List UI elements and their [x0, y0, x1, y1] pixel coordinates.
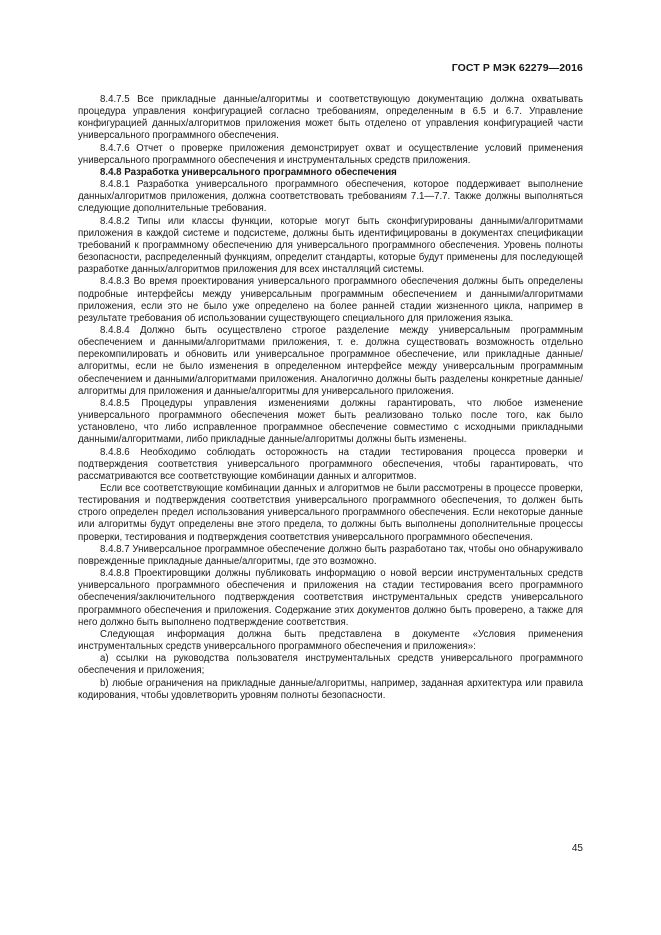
section-heading: 8.4.8 Разработка универсального программного обеспечения	[100, 166, 397, 178]
paragraph: 8.4.8.8 Проектировщики должны публиковать информацию о новой версии инструментальных средств универсального программного обеспечения и приложения на стадии тестирования всего программного обеспечения/заключительного подтверждения соответствия инструментальных средств универсального программного обеспечения и приложения. Содержание этих документов должно быть проверено, а также для него должно быть выполнено подтверждение соответствия.	[78, 568, 583, 628]
paragraph: 8.4.8.4 Должно быть осуществлено строгое разделение между универсальным программным обеспечением и данными/алгоритмами приложения, т. е. должна существовать возможность отдельно перекомпилировать и обновить или универсальное программное обеспечение, или прикладные данные/алгоритмы, если не было изменения в определенном интерфейсе между универсальным программным обеспечением и данными/алгоритмами приложения. Аналогично должны быть разделены конкретные данные/алгоритмы для приложения и данные/алгоритмы для универсального приложения.	[78, 324, 583, 397]
document-header: ГОСТ Р МЭК 62279—2016	[451, 62, 583, 74]
paragraph: Если все соответствующие комбинации данных и алгоритмов не были рассмотрены в процессе проверки, тестирования и подтверждения соответствия универсального программного обеспечения, то должен быть строго определен предел использования универсального программного обеспечения. Если некоторые данные или алгоритмы будут определены вне этого предела, то должны быть выполнены дополнительные процессы проверки, тестирования и подтверждения соответствия универсального программного обеспечения.	[78, 483, 583, 543]
paragraph: 8.4.7.5 Все прикладные данные/алгоритмы и соответствующую документацию должна охватывать процедура управления конфигурацией согласно требованиям, определенным в 6.5 и 6.7. Управление конфигурацией данных/алгоритмов приложения может быть отделено от управления конфигурацией части универсального программного обеспечения.	[78, 94, 583, 142]
paragraph: 8.4.7.6 Отчет о проверке приложения демонстрирует охват и осуществление условий применения универсального программного обеспечения и инструментальных средств приложения.	[78, 142, 583, 166]
paragraph: 8.4.8.6 Необходимо соблюдать осторожность на стадии тестирования процесса проверки и подтверждения соответствия универсального программного обеспечения, чтобы гарантировать, что рассматриваются все соответствующие комбинации данных и алгоритмов.	[78, 446, 583, 482]
paragraph: 8.4.8.1 Разработка универсального программного обеспечения, которое поддерживает выполнение данных/алгоритмов приложения, должна соответствовать требованиям 7.1—7.7. Также должны выполняться следующие дополнительные требования.	[78, 179, 583, 215]
paragraph: 8.4.8.5 Процедуры управления изменениями должны гарантировать, что любое изменение универсального программного обеспечения может быть реализовано только после того, как было установлено, что либо исправленное программное обеспечение совместимо с исходными прикладными данными/алгоритмами, либо прикладные данные/алгоритмы должны быть изменены.	[78, 397, 583, 446]
list-item: a) ссылки на руководства пользователя инструментальных средств универсального программного обеспечения и приложения;	[78, 653, 583, 677]
document-body	[78, 94, 583, 702]
paragraph: 8.4.8.3 Во время проектирования универсального программного обеспечения должны быть определены подробные интерфейсы между универсальным программным обеспечением и данными/алгоритмами приложения, если это не было уже определено на более ранней стадии жизненного цикла, например в результате требования об использовании существующего специального для приложения языка.	[78, 276, 583, 324]
paragraph: Следующая информация должна быть представлена в документе «Условия применения инструментальных средств универсального программного обеспечения и приложения»:	[78, 628, 583, 653]
page-number: 45	[571, 843, 583, 854]
list-item: b) любые ограничения на прикладные данные/алгоритмы, например, заданная архитектура или правила кодирования, чтобы удовлетворить уровням полноты безопасности.	[78, 677, 583, 701]
paragraph: 8.4.8.7 Универсальное программное обеспечение должно быть разработано так, чтобы оно обнаруживало поврежденные прикладные данные/алгоритмы, где это возможно.	[78, 543, 583, 567]
paragraph: 8.4.8.2 Типы или классы функции, которые могут быть сконфигурированы данными/алгоритмами приложения в каждой системе и подсистеме, должны быть идентифицированы в документах спецификации требований к программному обеспечению для универсального программного обеспечения. Уровень полноты безопасности, распределенный функциям, определит стандарты, которые будут применены для последующей разработке данных/алгоритмов приложения для всех инсталляций системы.	[78, 215, 583, 276]
